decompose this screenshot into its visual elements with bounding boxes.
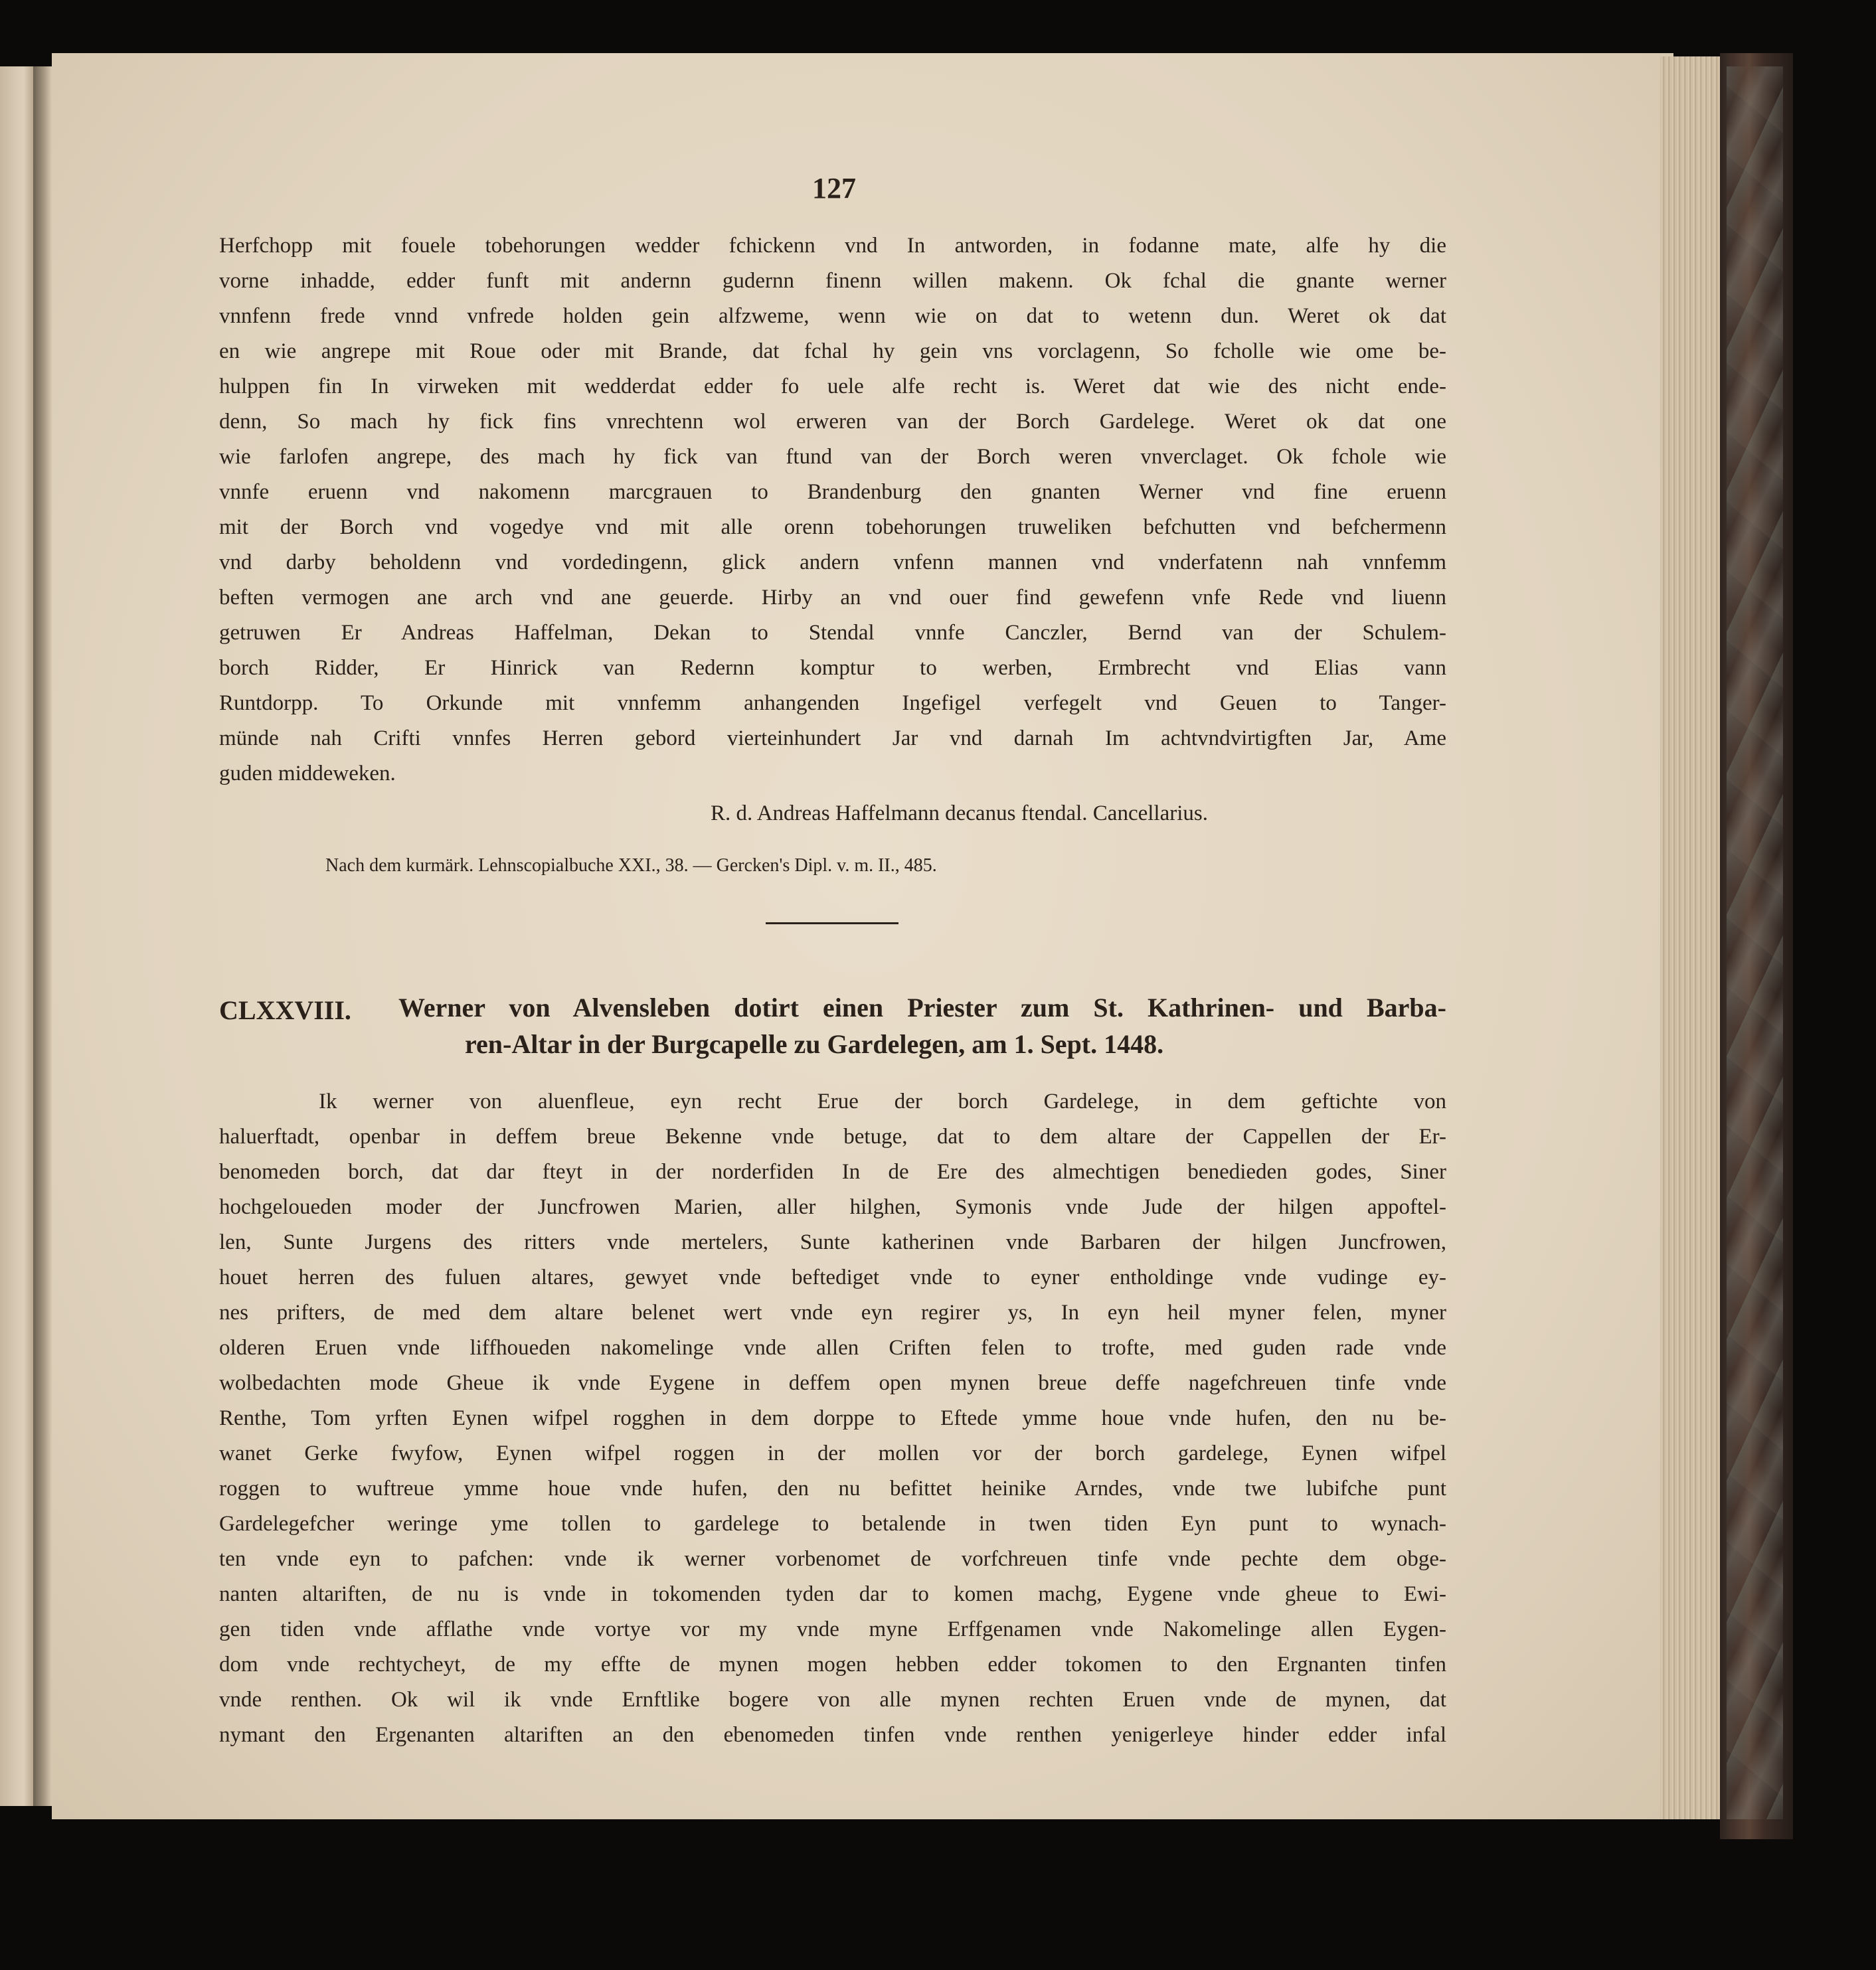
document-title-line: Werner von Alvensleben dotirt einen Priester zum St. Kathrinen- und Barba- <box>398 993 1446 1023</box>
paragraph-line: nes prifters, de med dem altare belenet wert vnde eyn regirer ys, In eyn heil myner felen, myner <box>219 1301 1446 1325</box>
paragraph-line: Ik werner von aluenfleue, eyn recht Erue der borch Gardelege, in dem geftichte von <box>319 1090 1446 1113</box>
paragraph-line: getruwen Er Andreas Haffelman, Dekan to Stendal vnnfe Canczler, Bernd van der Schulem- <box>219 621 1446 645</box>
paragraph-line: Herfchopp mit fouele tobehorungen wedder fchickenn vnd In antworden, in fodanne mate, alfe hy die <box>219 234 1446 258</box>
paragraph-line: roggen to wuftreue ymme houe vnde hufen, den nu befittet heinike Arndes, vnde twe lubifche punt <box>219 1477 1446 1501</box>
paragraph-line: mit der Borch vnd vogedye vnd mit alle orenn tobehorungen truweliken befchutten vnd befchermenn <box>219 515 1446 539</box>
paragraph-line: Gardelegefcher weringe yme tollen to gardelege to betalende in twen tiden Eyn punt to wynach- <box>219 1512 1446 1536</box>
paragraph-line: ten vnde eyn to pafchen: vnde ik werner vorbenomet de vorfchreuen tinfe vnde pechte dem obge- <box>219 1547 1446 1571</box>
paragraph-line: Renthe, Tom yrften Eynen wifpel rogghen in dem dorppe to Eftede ymme houe vnde hufen, den nu be- <box>219 1406 1446 1430</box>
paragraph-line: gen tiden vnde afflathe vnde vortye vor my vnde myne Erffgenamen vnde Nakomelinge allen Eygen- <box>219 1617 1446 1641</box>
paragraph-line: benomeden borch, dat dar fteyt in der norderfiden In de Ere des almechtigen benedieden godes, Siner <box>219 1160 1446 1184</box>
signature-line: R. d. Andreas Haffelmann decanus ftendal. Cancellarius. <box>711 801 1208 825</box>
paragraph-line: houet herren des fuluen altares, gewyet vnde beftediget vnde to eyner entholdinge vnde vudinge ey- <box>219 1266 1446 1289</box>
document-number: CLXXVIII. <box>219 995 351 1025</box>
facing-page-edge <box>0 66 33 1806</box>
paragraph-line: en wie angrepe mit Roue oder mit Brande, dat fchal hy gein vns vorclagenn, So fcholle wie ome be- <box>219 339 1446 363</box>
paragraph-line: nanten altariften, de nu is vnde in tokomenden tyden dar to komen machg, Eygene vnde gheue to Ewi- <box>219 1582 1446 1606</box>
paragraph-line: dom vnde rechtycheyt, de my effte de mynen mogen hebben edder tokomen to den Ergnanten tinfen <box>219 1653 1446 1677</box>
paragraph-line: guden middeweken. <box>219 762 396 785</box>
paragraph-line: wolbedachten mode Gheue ik vnde Eygene in deffem open mynen breue deffe nagefchreuen tinfe vnde <box>219 1371 1446 1395</box>
document-title-line: ren-Altar in der Burgcapelle zu Gardelegen, am 1. Sept. 1448. <box>465 1029 1164 1059</box>
paragraph-line: hochgeloueden moder der Juncfrowen Marien, aller hilghen, Symonis vnde Jude der hilgen appoftel- <box>219 1195 1446 1219</box>
paragraph-line: nymant den Ergenanten altariften an den ebenomeden tinfen vnde renthen yenigerleye hinder edder infal <box>219 1723 1446 1747</box>
paragraph-line: vnd darby beholdenn vnd vordedingenn, glick andern vnfenn mannen vnd vnderfatenn nah vnnfemm <box>219 550 1446 574</box>
section-divider <box>766 922 898 924</box>
paragraph-line: vnnfe eruenn vnd nakomenn marcgrauen to Brandenburg den gnanten Werner vnd fine eruenn <box>219 480 1446 504</box>
source-note: Nach dem kurmärk. Lehnscopialbuche XXI., 38. — Gercken's Dipl. v. m. II., 485. <box>325 855 937 876</box>
book-gutter <box>33 66 52 1806</box>
paragraph-line: hulppen fin In virweken mit wedderdat edder fo uele alfe recht is. Weret dat wie des nicht ende- <box>219 374 1446 398</box>
paragraph-line: denn, So mach hy fick fins vnrechtenn wol erweren van der Borch Gardelege. Weret ok dat one <box>219 410 1446 434</box>
paragraph-line: vnnfenn frede vnnd vnfrede holden gein alfzweme, wenn wie on dat to wetenn dun. Weret ok dat <box>219 304 1446 328</box>
page-block-edges <box>1660 56 1720 1819</box>
paragraph-line: haluerftadt, openbar in deffem breue Bekenne vnde betuge, dat to dem altare der Cappellen der Er- <box>219 1125 1446 1149</box>
paragraph-line: münde nah Crifti vnnfes Herren gebord vierteinhundert Jar vnd darnah Im achtvndvirtigften Jar, Ame <box>219 726 1446 750</box>
page-number: 127 <box>812 172 856 205</box>
paragraph-line: len, Sunte Jurgens des ritters vnde mertelers, Sunte katherinen vnde Barbaren der hilgen Juncfrowen, <box>219 1230 1446 1254</box>
paragraph-line: wanet Gerke fwyfow, Eynen wifpel roggen in der mollen vor der borch gardelege, Eynen wifpel <box>219 1441 1446 1465</box>
paragraph-line: beften vermogen ane arch vnd ane geuerde. Hirby an vnd ouer find gewefenn vnfe Rede vnd liuenn <box>219 586 1446 610</box>
paragraph-line: Runtdorpp. To Orkunde mit vnnfemm anhangenden Ingefigel verfegelt vnd Geuen to Tanger- <box>219 691 1446 715</box>
paragraph-line: olderen Eruen vnde liffhoueden nakomelinge vnde allen Criften felen to trofte, med guden rade vnde <box>219 1336 1446 1360</box>
paragraph-line: borch Ridder, Er Hinrick van Redernn komptur to werben, Ermbrecht vnd Elias vann <box>219 656 1446 680</box>
paragraph-line: vorne inhadde, edder funft mit andernn gudernn finenn willen makenn. Ok fchal die gnante werner <box>219 269 1446 293</box>
paragraph-line: vnde renthen. Ok wil ik vnde Ernftlike bogere von alle mynen rechten Eruen vnde de mynen, dat <box>219 1688 1446 1712</box>
paragraph-line: wie farlofen angrepe, des mach hy fick van ftund van der Borch weren vnverclaget. Ok fchole wie <box>219 445 1446 469</box>
marbled-cover-edge <box>1727 66 1783 1819</box>
